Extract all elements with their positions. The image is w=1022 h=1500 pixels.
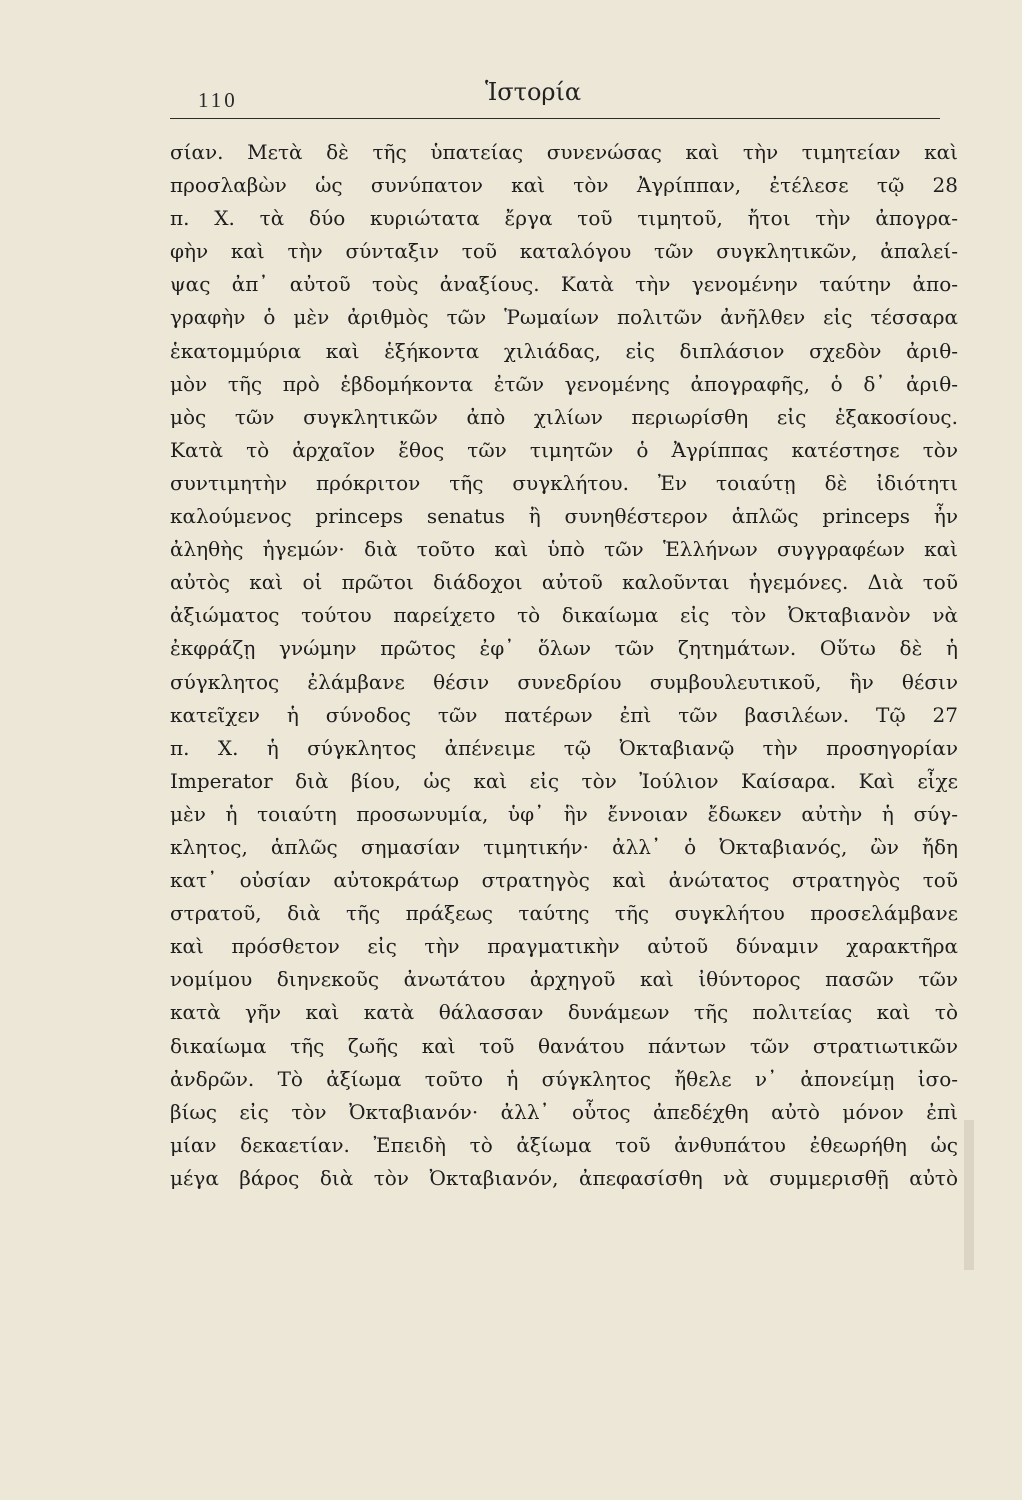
text-line: ἐκφράζῃ γνώμην πρῶτος ἐφ᾽ ὅλων τῶν ζητημάτων. Οὕτω δὲ ἡ bbox=[170, 636, 958, 661]
text-line: μὸν τῆς πρὸ ἑβδομήκοντα ἐτῶν γενομένης ἀπογραφῆς, ὁ δ᾽ ἀριθ- bbox=[170, 371, 958, 396]
text-line: κλητος, ἁπλῶς σημασίαν τιμητικήν· ἀλλ᾽ ὁ Ὀκταβιανός, ὢν ἤδη bbox=[170, 834, 958, 859]
text-line: φὴν καὶ τὴν σύνταξιν τοῦ καταλόγου τῶν συγκλητικῶν, ἀπαλεί- bbox=[170, 239, 958, 264]
text-line: ἀληθὴς ἡγεμών· διὰ τοῦτο καὶ ὑπὸ τῶν Ἑλλήνων συγγραφέων καὶ bbox=[170, 537, 958, 562]
text-line: π. Χ. τὰ δύο κυριώτατα ἔργα τοῦ τιμητοῦ, ἤτοι τὴν ἀπογρα- bbox=[170, 206, 958, 231]
text-line: γραφὴν ὁ μὲν ἀριθμὸς τῶν Ῥωμαίων πολιτῶν ἀνῆλθεν εἰς τέσσαρα bbox=[170, 305, 958, 330]
text-line: σύγκλητος ἐλάμβανε θέσιν συνεδρίου συμβουλευτικοῦ, ἣν θέσιν bbox=[170, 669, 958, 694]
text-line: ἀξιώματος τούτου παρείχετο τὸ δικαίωμα εἰς τὸν Ὀκταβιανὸν νὰ bbox=[170, 603, 958, 628]
text-line: δικαίωμα τῆς ζωῆς καὶ τοῦ θανάτου πάντων τῶν στρατιωτικῶν bbox=[170, 1033, 958, 1058]
running-title: Ἱστορία bbox=[485, 78, 582, 106]
header-rule bbox=[170, 118, 940, 119]
body-text bbox=[170, 136, 958, 1195]
text-line: Κατὰ τὸ ἀρχαῖον ἔθος τῶν τιμητῶν ὁ Ἀγρίππας κατέστησε τὸν bbox=[170, 437, 958, 462]
text-line: καὶ πρόσθετον εἰς τὴν πραγματικὴν αὐτοῦ δύναμιν χαρακτῆρα bbox=[170, 934, 958, 959]
text-line: κατ᾽ οὐσίαν αὐτοκράτωρ στρατηγὸς καὶ ἀνώτατος στρατηγὸς τοῦ bbox=[170, 868, 958, 893]
text-line: στρατοῦ, διὰ τῆς πράξεως ταύτης τῆς συγκλήτου προσελάμβανε bbox=[170, 901, 958, 926]
text-line: Imperator διὰ βίου, ὡς καὶ εἰς τὸν Ἰούλιον Καίσαρα. Καὶ εἶχε bbox=[170, 768, 958, 793]
text-line: ἑκατομμύρια καὶ ἑξήκοντα χιλιάδας, εἰς διπλάσιον σχεδὸν ἀριθ- bbox=[170, 338, 958, 363]
text-line: καλούμενος princeps senatus ἢ συνηθέστερον ἁπλῶς princeps ἦν bbox=[170, 504, 958, 529]
text-line: μέγα βάρος διὰ τὸν Ὀκταβιανόν, ἀπεφασίσθη νὰ συμμερισθῇ αὐτὸ bbox=[170, 1165, 958, 1190]
page-number: 110 bbox=[198, 88, 238, 112]
text-line: κατεῖχεν ἡ σύνοδος τῶν πατέρων ἐπὶ τῶν βασιλέων. Τῷ 27 bbox=[170, 702, 958, 727]
text-line: μὲν ἡ τοιαύτη προσωνυμία, ὑφ᾽ ἣν ἔννοιαν ἔδωκεν αὐτὴν ἡ σύγ- bbox=[170, 801, 958, 826]
text-line: συντιμητὴν πρόκριτον τῆς συγκλήτου. Ἐν τοιαύτῃ δὲ ἰδιότητι bbox=[170, 470, 958, 495]
text-line: σίαν. Μετὰ δὲ τῆς ὑπατείας συνενώσας καὶ τὴν τιμητείαν καὶ bbox=[170, 140, 958, 164]
text-line: π. Χ. ἡ σύγκλητος ἀπένειμε τῷ Ὀκταβιανῷ τὴν προσηγορίαν bbox=[170, 735, 958, 760]
page-header bbox=[165, 78, 940, 124]
text-line: ψας ἀπ᾽ αὐτοῦ τοὺς ἀναξίους. Κατὰ τὴν γενομένην ταύτην ἀπο- bbox=[170, 272, 958, 297]
text-line: αὐτὸς καὶ οἱ πρῶτοι διάδοχοι αὐτοῦ καλοῦνται ἡγεμόνες. Διὰ τοῦ bbox=[170, 570, 958, 595]
page-edge-mark bbox=[964, 1120, 974, 1270]
text-line: μίαν δεκαετίαν. Ἐπειδὴ τὸ ἀξίωμα τοῦ ἀνθυπάτου ἐθεωρήθη ὡς bbox=[170, 1132, 958, 1157]
text-line: μὸς τῶν συγκλητικῶν ἀπὸ χιλίων περιωρίσθη εἰς ἑξακοσίους. bbox=[170, 404, 958, 429]
text-line: κατὰ γῆν καὶ κατὰ θάλασσαν δυνάμεων τῆς πολιτείας καὶ τὸ bbox=[170, 1000, 958, 1025]
text-line: βίως εἰς τὸν Ὀκταβιανόν· ἀλλ᾽ οὗτος ἀπεδέχθη αὐτὸ μόνον ἐπὶ bbox=[170, 1099, 958, 1124]
text-line: ἀνδρῶν. Τὸ ἀξίωμα τοῦτο ἡ σύγκλητος ἤθελε ν᾽ ἀπονείμῃ ἰσο- bbox=[170, 1066, 958, 1091]
text-line: προσλαβὼν ὡς συνύπατον καὶ τὸν Ἀγρίππαν, ἐτέλεσε τῷ 28 bbox=[170, 173, 958, 198]
text-line: νομίμου διηνεκοῦς ἀνωτάτου ἀρχηγοῦ καὶ ἰθύντορος πασῶν τῶν bbox=[170, 967, 958, 992]
